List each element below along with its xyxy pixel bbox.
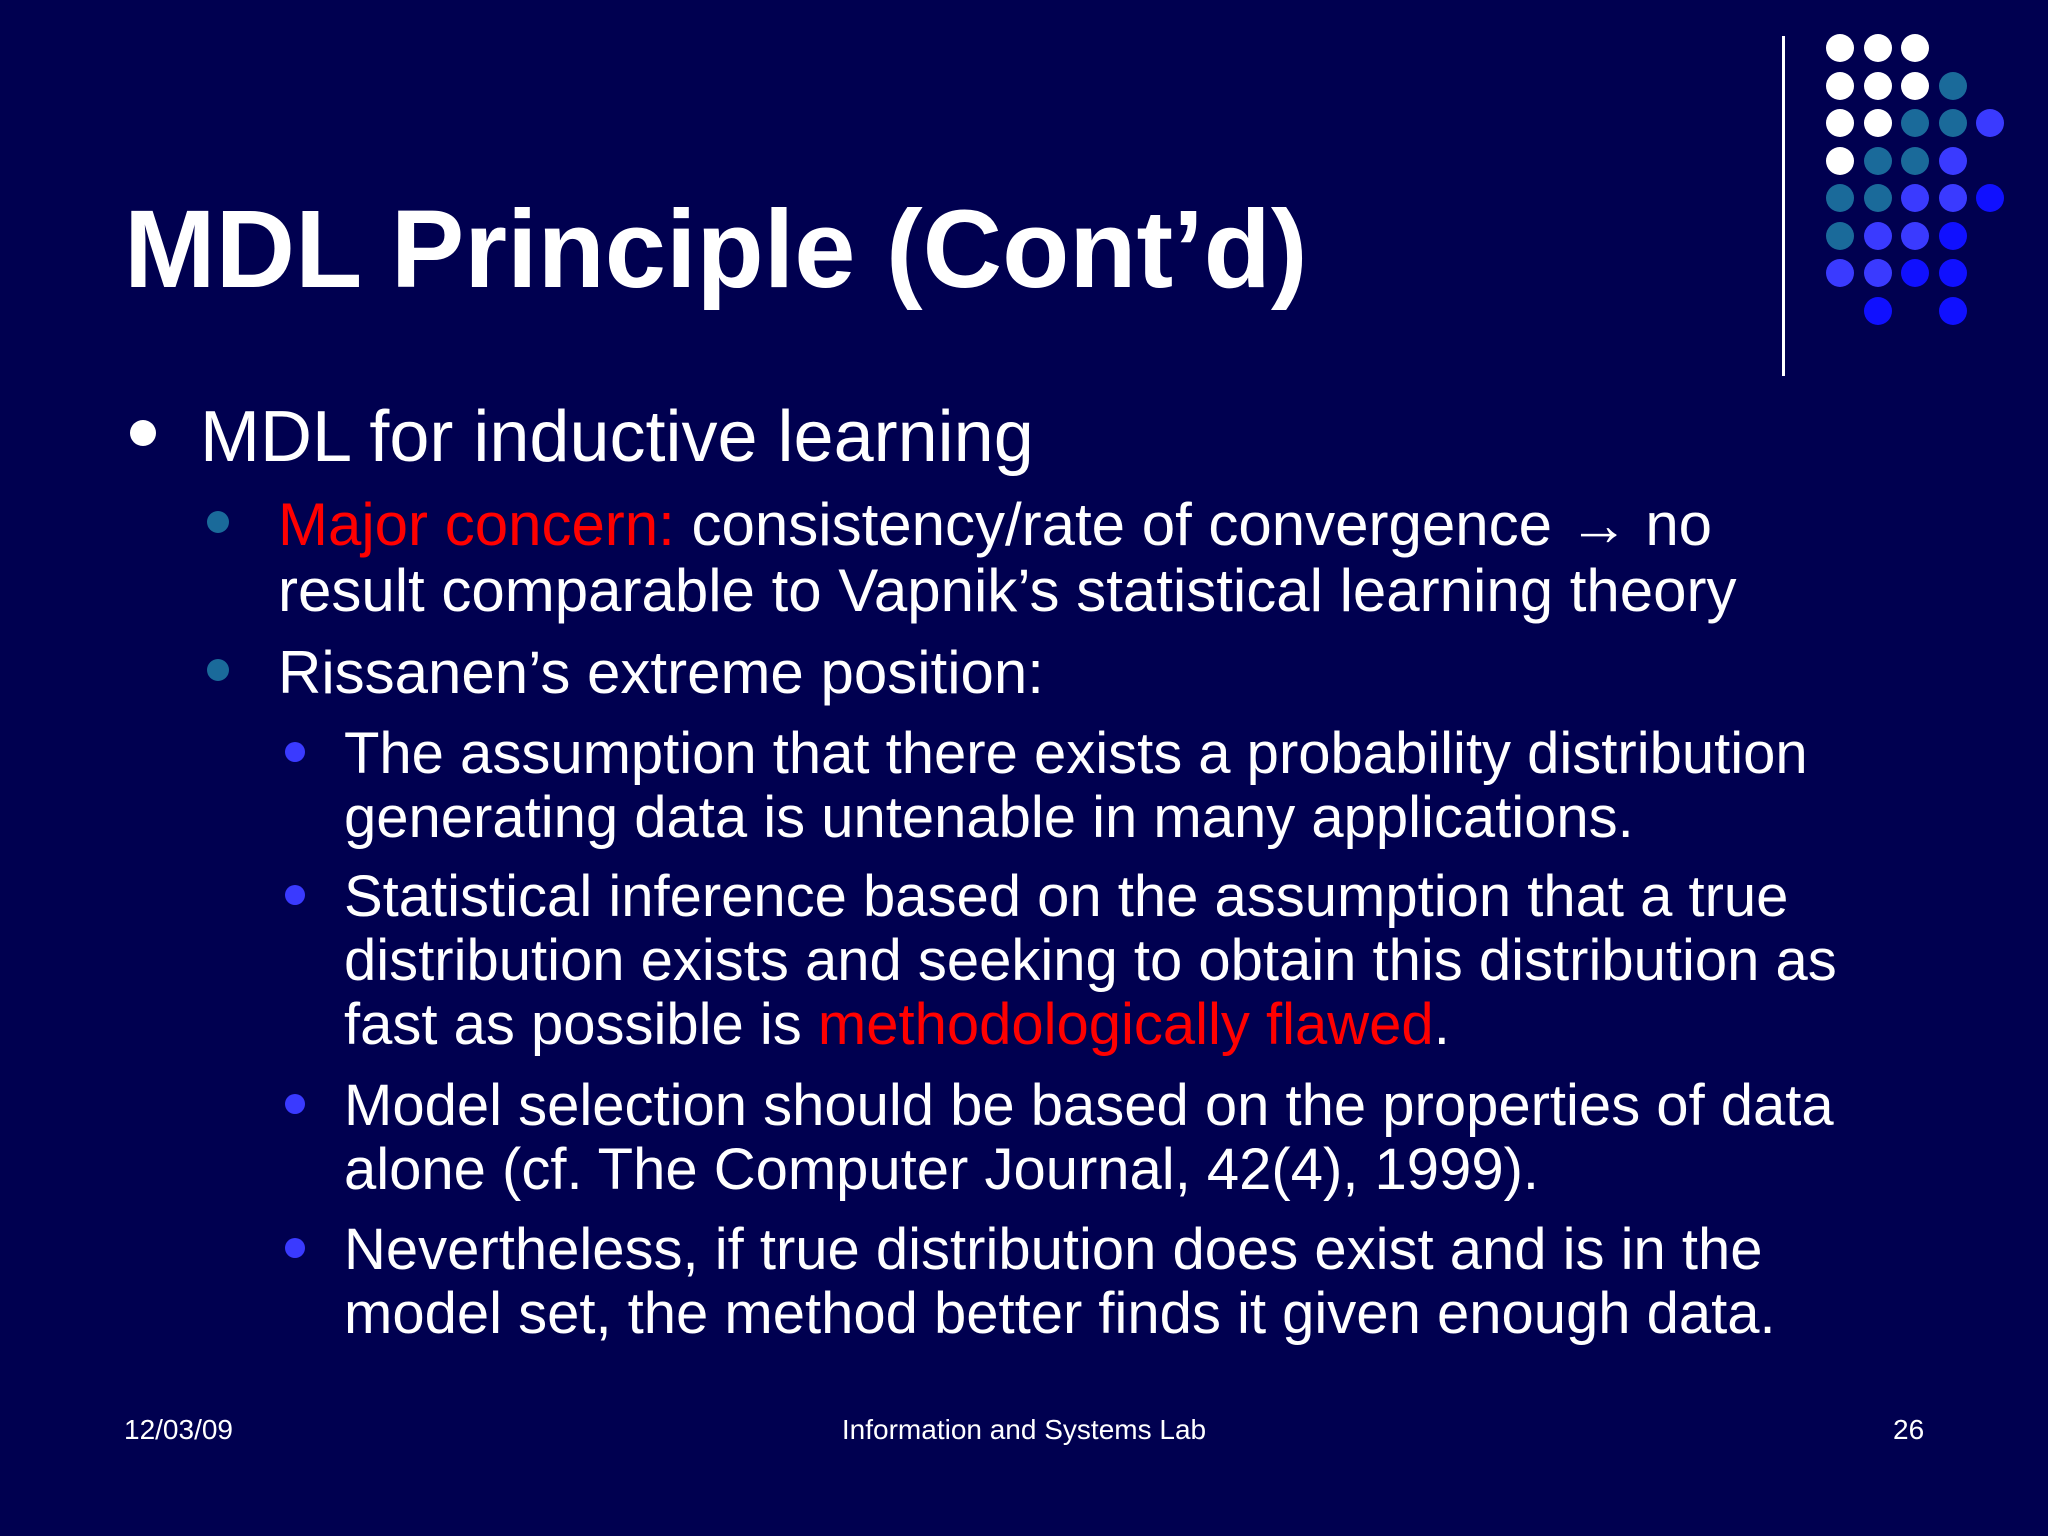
decorative-dot [1864,297,1892,325]
decorative-dot [1939,297,1967,325]
decorative-dot [1976,184,2004,212]
decorative-dot [1901,222,1929,250]
decorative-dot [1864,147,1892,175]
concern-highlight: Major concern: [278,491,675,558]
decorative-dot [1864,259,1892,287]
decorative-dot [1826,184,1854,212]
decorative-dot [1901,34,1929,62]
sub2-line-3 [344,993,1450,1057]
sub3-line-1: Model selection should be based on the properties of data [344,1073,1834,1138]
footer-center: Information and Systems Lab [841,1414,1207,1445]
bullet-l1-icon [130,420,156,446]
decorative-dot [1939,184,1967,212]
decorative-dot [1826,34,1854,62]
decorative-dot [1939,222,1967,250]
bullet-l1-text: MDL for inductive learning [200,397,1034,477]
slide-title: MDL Principle (Cont’d) [124,188,1308,311]
decorative-dot [1864,109,1892,137]
title-divider [1782,36,1785,376]
concern-line-1 [278,492,1712,558]
decorative-dot [1939,72,1967,100]
decorative-dot [1939,259,1967,287]
decorative-dot [1826,222,1854,250]
decorative-dot [1901,184,1929,212]
decorative-dot [1901,259,1929,287]
sub2-highlight: methodologically flawed [817,992,1434,1057]
decorative-dot [1939,109,1967,137]
decorative-dot [1864,222,1892,250]
concern-line-2: result comparable to Vapnik’s statistical learning theory [278,557,1737,624]
sub4-line-2: model set, the method better finds it given enough data. [344,1281,1776,1346]
sub2-line-1: Statistical inference based on the assumption that a true [344,864,1789,929]
decorative-dot [1864,34,1892,62]
decorative-dot [1826,72,1854,100]
bullet-l3-icon [285,1094,305,1114]
decorative-dot [1901,72,1929,100]
sub2-line3-suffix: . [1433,992,1450,1057]
bullet-l3-icon [285,1238,305,1258]
decorative-dot [1826,109,1854,137]
bullet-l2-icon [207,659,229,681]
bullet-l2-icon [207,511,229,533]
decorative-dot [1826,147,1854,175]
footer-page-number: 26 [1893,1414,1925,1445]
sub1-line-1: The assumption that there exists a probability distribution [344,721,1808,786]
sub3-line-2: alone (cf. The Computer Journal, 42(4), 1999). [344,1137,1540,1202]
rissanen-text: Rissanen’s extreme position: [278,639,1044,706]
bullet-l3-icon [285,742,305,762]
decorative-dot [1939,147,1967,175]
sub4-line-1: Nevertheless, if true distribution does exist and is in the [344,1217,1763,1282]
sub2-line-2: distribution exists and seeking to obtain this distribution as [344,928,1837,993]
decorative-dot [1976,109,2004,137]
decorative-dot [1864,184,1892,212]
decorative-dot [1901,109,1929,137]
decorative-dot [1864,72,1892,100]
decorative-dot [1826,259,1854,287]
sub2-line3-prefix: fast as possible is [344,992,818,1057]
footer-date: 12/03/09 [124,1414,233,1445]
concern-text: consistency/rate of convergence → no [674,491,1713,558]
bullet-l3-icon [285,885,305,905]
sub1-line-2: generating data is untenable in many applications. [344,785,1634,850]
decorative-dot [1901,147,1929,175]
